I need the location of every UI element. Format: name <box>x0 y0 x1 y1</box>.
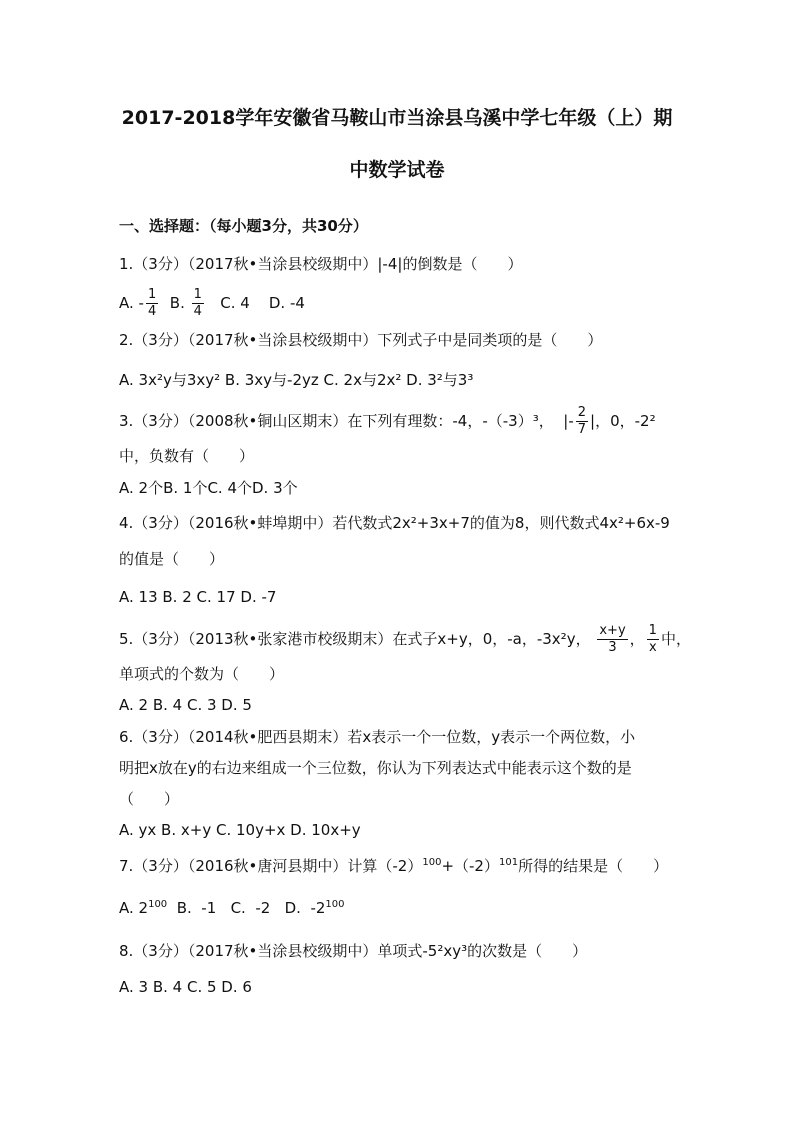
q7-stem-a: 7.（3分）（2016秋•唐河县期中）计算（-2） <box>119 857 423 875</box>
fraction-denominator: x <box>648 640 657 655</box>
question-6-stem-line-2: 明把x放在y的右边来组成一个三位数，你认为下列表达式中能表示这个数的是 <box>119 759 632 777</box>
fraction-denominator: 4 <box>193 304 202 319</box>
q5-comma: ， <box>629 630 645 648</box>
question-2-stem: 2.（3分）（2017秋•当涂县校级期中）下列式子中是同类项的是（ ） <box>119 331 603 349</box>
q1-option-d: D. -4 <box>268 294 305 312</box>
question-4-stem-line-2: 的值是（ ） <box>119 550 225 568</box>
q7-options-b-to-d: B. -1 C. -2 D. -2 <box>167 899 326 917</box>
q3-stem-text: 3.（3分）（2008秋•铜山区期末）在下列有理数：-4，-（-3）³， <box>119 412 554 430</box>
question-3-options: A. 2个B. 1个C. 4个D. 3个 <box>119 479 298 497</box>
q7-option-a: A. 2 <box>119 899 149 917</box>
section-heading: 一、选择题：（每小题3分，共30分） <box>119 217 368 235</box>
question-8-stem: 8.（3分）（2017秋•当涂县校级期中）单项式-5²xy³的次数是（ ） <box>119 942 588 960</box>
q1-option-b-label: B. <box>169 294 185 312</box>
question-3-stem-line-1 <box>119 406 656 437</box>
question-4-options: A. 13 B. 2 C. 17 D. -7 <box>119 588 277 606</box>
q7-option-a-exponent: 100 <box>148 899 168 910</box>
q5-fraction-1 <box>597 624 627 655</box>
fraction-numerator: x+y <box>599 623 626 638</box>
question-1-options <box>119 288 305 319</box>
question-3-stem-line-2: 中，负数有（ ） <box>119 447 255 465</box>
fraction-numerator: 1 <box>147 287 157 302</box>
question-2-options: A. 3x²y与3xy² B. 3xy与-2yz C. 2x与2x² D. 3²与3³ <box>119 371 474 389</box>
question-1-stem: 1.（3分）（2017秋•当涂县校级期中）|-4|的倒数是（ ） <box>119 255 523 273</box>
q3-stem-tail: ，0，-2² <box>595 412 656 430</box>
q1-option-b-fraction <box>192 288 204 319</box>
q7-exponent-2: 101 <box>498 857 519 868</box>
question-4-stem-line-1: 4.（3分）（2016秋•蚌埠期中）若代数式2x²+3x+7的值为8，则代数式4x²+6x-9 <box>119 514 670 532</box>
q7-exponent-1: 100 <box>422 857 442 868</box>
question-5-options: A. 2 B. 4 C. 3 D. 5 <box>119 696 252 714</box>
fraction-denominator: 7 <box>577 422 587 437</box>
q1-option-a-fraction <box>146 288 158 319</box>
q7-stem-c: 所得的结果是（ ） <box>518 857 669 875</box>
fraction-numerator: 2 <box>577 405 587 420</box>
question-7-stem <box>119 856 668 876</box>
question-7-options <box>119 898 345 918</box>
fraction-denominator: 3 <box>608 640 617 655</box>
q5-fraction-2 <box>647 624 659 655</box>
exam-title-line-2: 中数学试卷 <box>349 159 445 181</box>
question-6-stem-line-1: 6.（3分）（2014秋•肥西县期末）若x表示一个一位数，y表示一个两位数，小 <box>119 728 636 746</box>
fraction-denominator: 4 <box>147 304 157 319</box>
fraction-numerator: 1 <box>193 287 202 302</box>
fraction-numerator: 1 <box>648 623 657 638</box>
q5-stem-end: 中， <box>660 630 691 648</box>
q5-stem-text: 5.（3分）（2013秋•张家港市校级期末）在式子x+y，0，-a，-3x²y， <box>119 630 591 648</box>
question-6-options: A. yx B. x+y C. 10y+x D. 10x+y <box>119 821 361 839</box>
question-6-stem-line-3: （ ） <box>119 790 180 808</box>
question-8-options: A. 3 B. 4 C. 5 D. 6 <box>119 978 252 996</box>
question-5-stem-line-1 <box>119 624 691 655</box>
q7-stem-b: +（-2） <box>441 857 499 875</box>
q1-option-a-label: A. - <box>119 294 144 312</box>
exam-title-line-1: 2017-2018学年安徽省马鞍山市当涂县乌溪中学七年级（上）期 <box>121 107 673 129</box>
q7-option-d-exponent: 100 <box>325 899 345 910</box>
q1-option-c: C. 4 <box>220 294 250 312</box>
q3-fraction <box>576 406 588 437</box>
question-5-stem-line-2: 单项式的个数为（ ） <box>119 665 285 683</box>
q3-absolute-value: |- $\frac{2}{7}$ | <box>563 405 596 437</box>
